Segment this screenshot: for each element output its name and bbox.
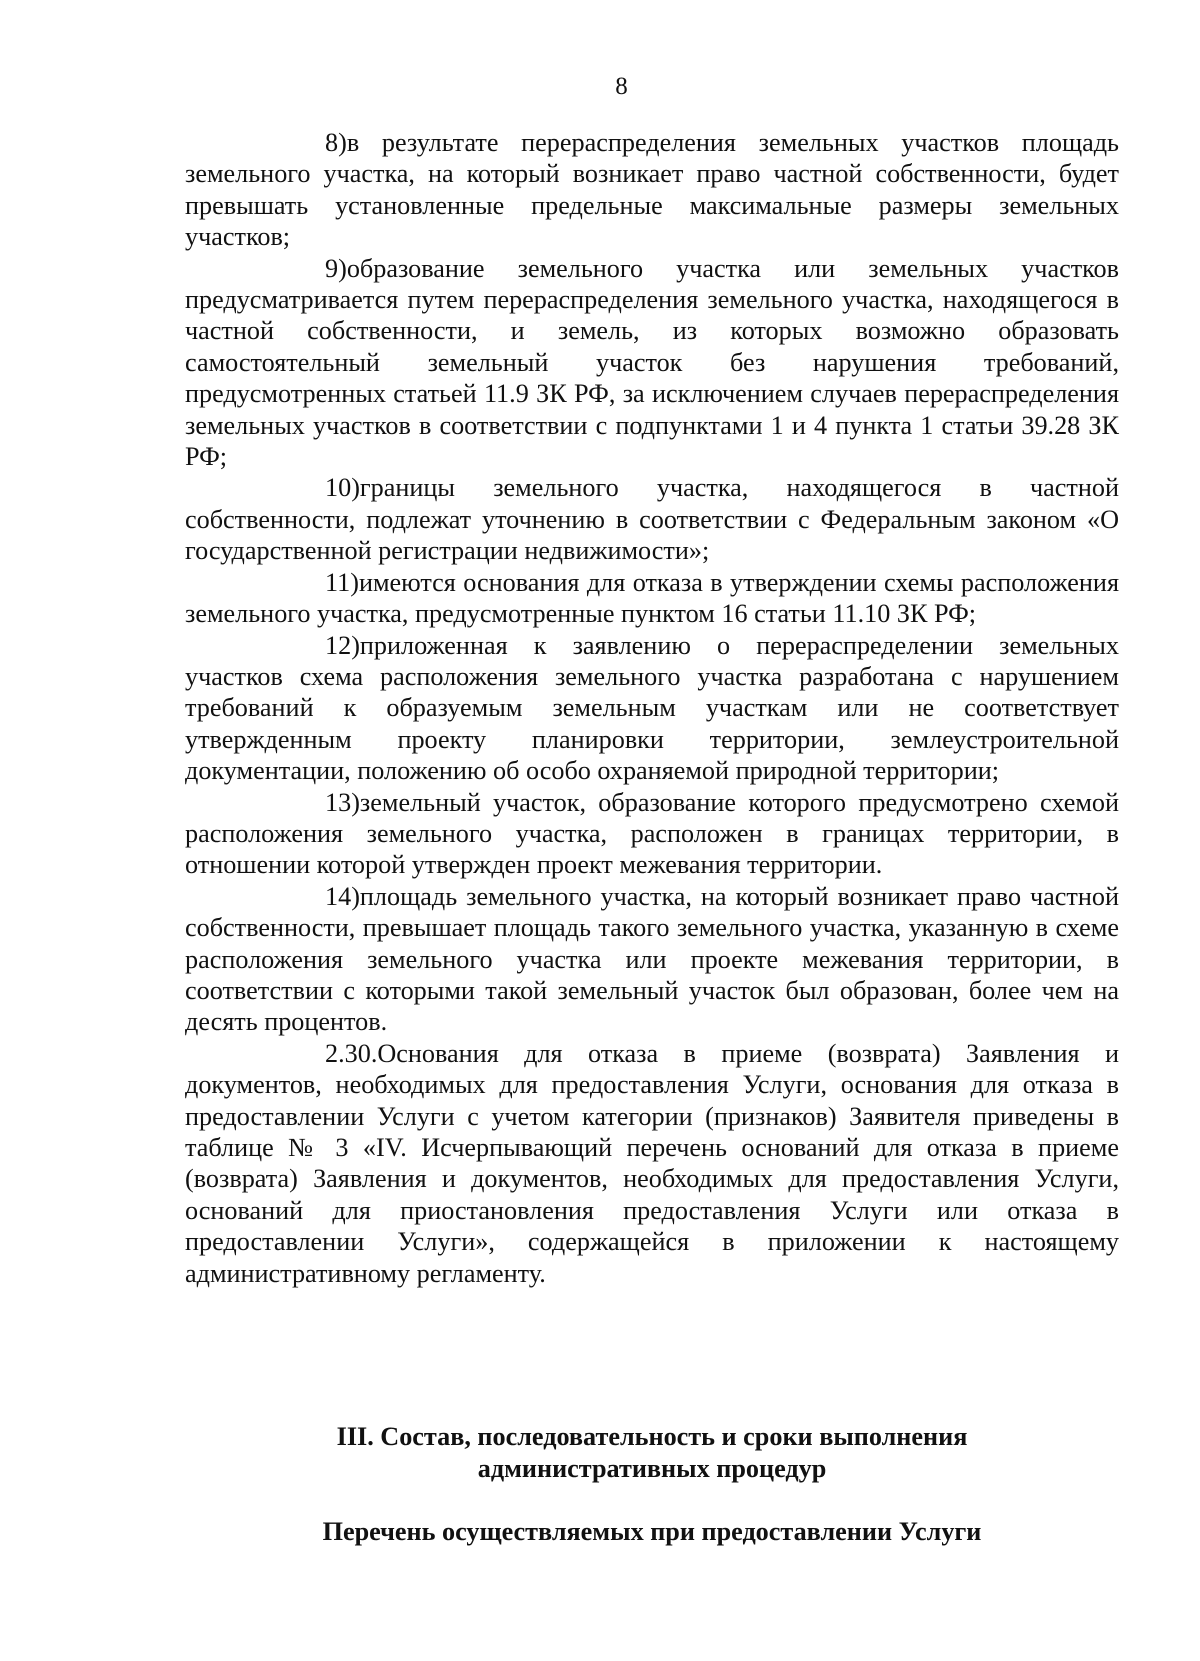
item-text: границы земельного участка, находящегося в частной собственности, подлежат уточнению в соответствии с Федеральным законом «О государственной регистрации недвижимости»; <box>185 473 1119 566</box>
item-text: Основания для отказа в приеме (возврата) Заявления и документов, необходимых для предоставления Услуги, основания для отказа в предоставлении Услуги с учетом категории (признаков) Заявителя приведены в таблице № 3 «IV. Исчерпывающий перечень оснований для отказа в приеме (возврата) Заявления и документов, необходимых для предоставления Услуги, оснований для приостановления предоставления Услуги или отказа в предоставлении Услуги», содержащейся в приложении к настоящему административному регламенту. <box>185 1038 1119 1288</box>
item-number: 14) <box>325 881 360 911</box>
item-number: 2.30. <box>325 1038 378 1068</box>
item-number: 10) <box>325 473 360 503</box>
subsection-heading: Перечень осуществляемых при предоставлении Услуги <box>322 1517 982 1546</box>
item-text: приложенная к заявлению о перераспределении земельных участков схема расположения земельного участка разработана с нарушением требований к образуемым земельным участкам или не соответствует утвержденным проекту планировки территории, землеустроительной документации, положению об особо охраняемой природной территории; <box>185 630 1119 786</box>
section-2-30 <box>185 1038 1119 1289</box>
page-number: 8 <box>615 73 628 100</box>
item-number: 8) <box>325 128 347 157</box>
section-heading-line-1: III. Состав, последовательность и сроки выполнения <box>336 1422 968 1451</box>
list-item-9 <box>185 253 1119 473</box>
item-text: имеются основания для отказа в утверждении схемы расположения земельного участка, предусмотренные пунктом 16 статьи 11.10 ЗК РФ; <box>185 567 1119 629</box>
list-item-13 <box>185 787 1119 881</box>
item-text: в результате перераспределения земельных участков площадь земельного участка, на который возникает право частной собственности, будет превышать установленные предельные максимальные размеры земельных участков; <box>185 128 1119 252</box>
section-heading-line-2: административных процедур <box>477 1454 827 1483</box>
item-number: 9) <box>325 253 347 283</box>
list-item-8 <box>185 127 1119 253</box>
item-text: площадь земельного участка, на который возникает право частной собственности, превышает площадь такого земельного участка, указанную в схеме расположения земельного участка или проекте межевания территории, в соответствии с которыми такой земельный участок был образован, более чем на десять процентов. <box>185 881 1119 1037</box>
item-text: земельный участок, образование которого предусмотрено схемой расположения земельного участка, расположен в границах территории, в отношении которой утвержден проект межевания территории. <box>185 787 1119 880</box>
item-number: 12) <box>325 630 360 660</box>
section-heading <box>185 1421 1119 1485</box>
document-body <box>185 127 1119 1289</box>
item-number: 13) <box>325 787 360 817</box>
list-item-11 <box>185 567 1119 630</box>
list-item-14 <box>185 881 1119 1038</box>
item-number: 11) <box>325 567 359 597</box>
list-item-12 <box>185 630 1119 787</box>
list-item-10 <box>185 472 1119 566</box>
item-text: образование земельного участка или земельных участков предусматривается путем перераспределения земельного участка, находящегося в частной собственности, и земель, из которых возможно образовать самостоятельный земельный участок без нарушения требований, предусмотренных статьей 11.9 ЗК РФ, за исключением случаев перераспределения земельных участков в соответствии с подпунктами 1 и 4 пункта 1 статьи 39.28 ЗК РФ; <box>185 253 1119 472</box>
